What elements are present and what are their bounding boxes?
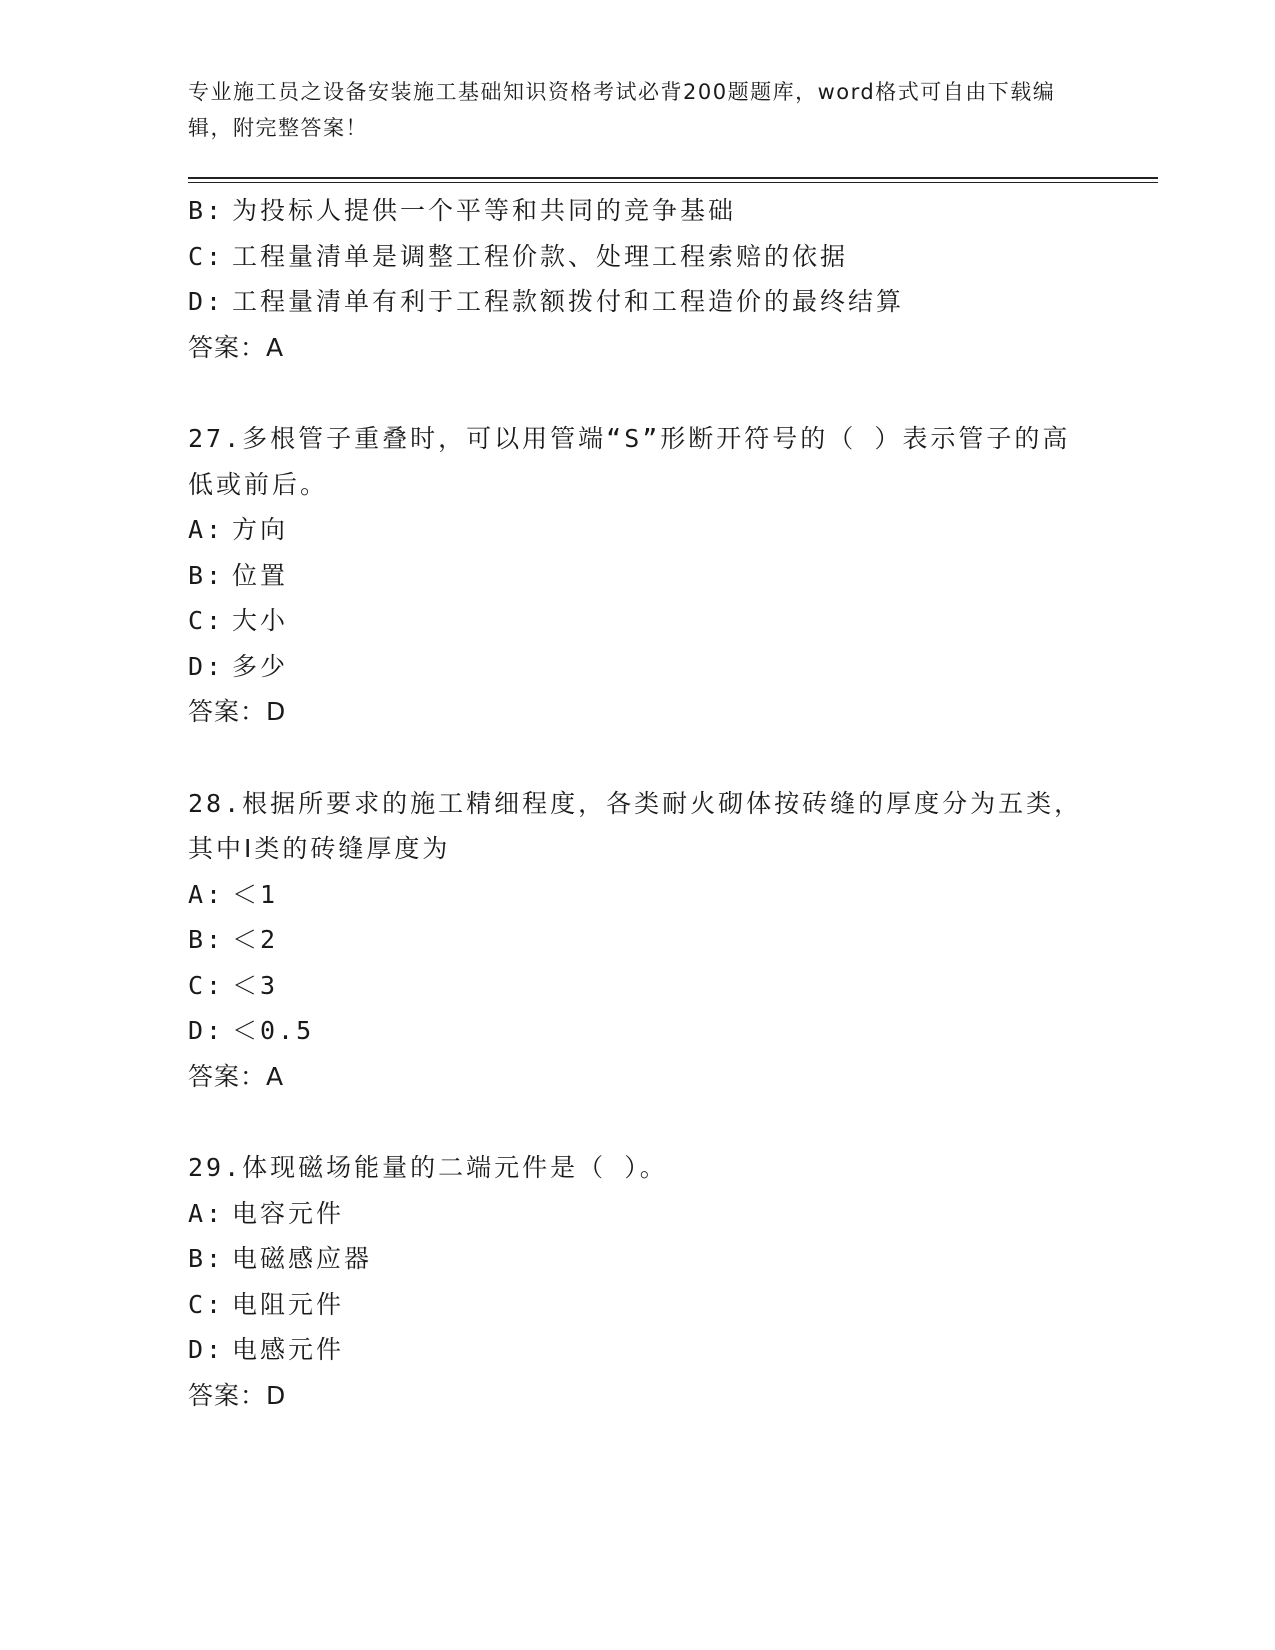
option-d: D: 电感元件: [188, 1335, 345, 1364]
header-title: 专业施工员之设备安装施工基础知识资格考试必背200题题库，word格式可自由下载编辑，附完整答案！: [188, 80, 1056, 140]
document-header: [188, 74, 1088, 146]
option-c: C: 工程量清单是调整工程价款、处理工程索赔的依据: [188, 241, 849, 271]
answer: 答案：A: [188, 332, 285, 362]
answer: 答案：D: [188, 697, 287, 726]
option-d: D: 工程量清单有利于工程款额拨付和工程造价的最终结算: [188, 287, 905, 316]
option-b: B: 为投标人提供一个平等和共同的竞争基础: [188, 196, 737, 225]
option-a: A: 电容元件: [188, 1198, 345, 1228]
option-b: B: 位置: [188, 560, 289, 590]
question-28: [188, 781, 1088, 1100]
answer: 答案：D: [188, 1380, 287, 1410]
option-c: C: 电阻元件: [188, 1289, 345, 1319]
question-list: [188, 188, 1088, 1418]
question-stem: 28.根据所要求的施工精细程度，各类耐火砌体按砖缝的厚度分为五类，其中Ⅰ类的砖缝厚度为: [188, 788, 1083, 863]
option-b: B: ＜2: [188, 925, 279, 954]
answer: 答案：A: [188, 1061, 285, 1091]
prev-question: [188, 188, 1088, 370]
option-d: D: 多少: [188, 651, 289, 681]
question-29: [188, 1145, 1088, 1418]
option-d: D: ＜0.5: [188, 1016, 315, 1045]
option-a: A: 方向: [188, 515, 289, 544]
option-b: B: 电磁感应器: [188, 1244, 373, 1273]
question-stem: 29.体现磁场能量的二端元件是（ ）。: [188, 1153, 668, 1182]
option-c: C: ＜3: [188, 970, 279, 1000]
header-divider-thin: [188, 182, 1158, 183]
question-27: [188, 416, 1088, 735]
option-c: C: 大小: [188, 606, 289, 635]
header-divider-thick: [188, 177, 1158, 179]
option-a: A: ＜1: [188, 879, 279, 909]
question-stem: 27.多根管子重叠时，可以用管端“S”形断开符号的（ ）表示管子的高低或前后。: [188, 424, 1071, 499]
